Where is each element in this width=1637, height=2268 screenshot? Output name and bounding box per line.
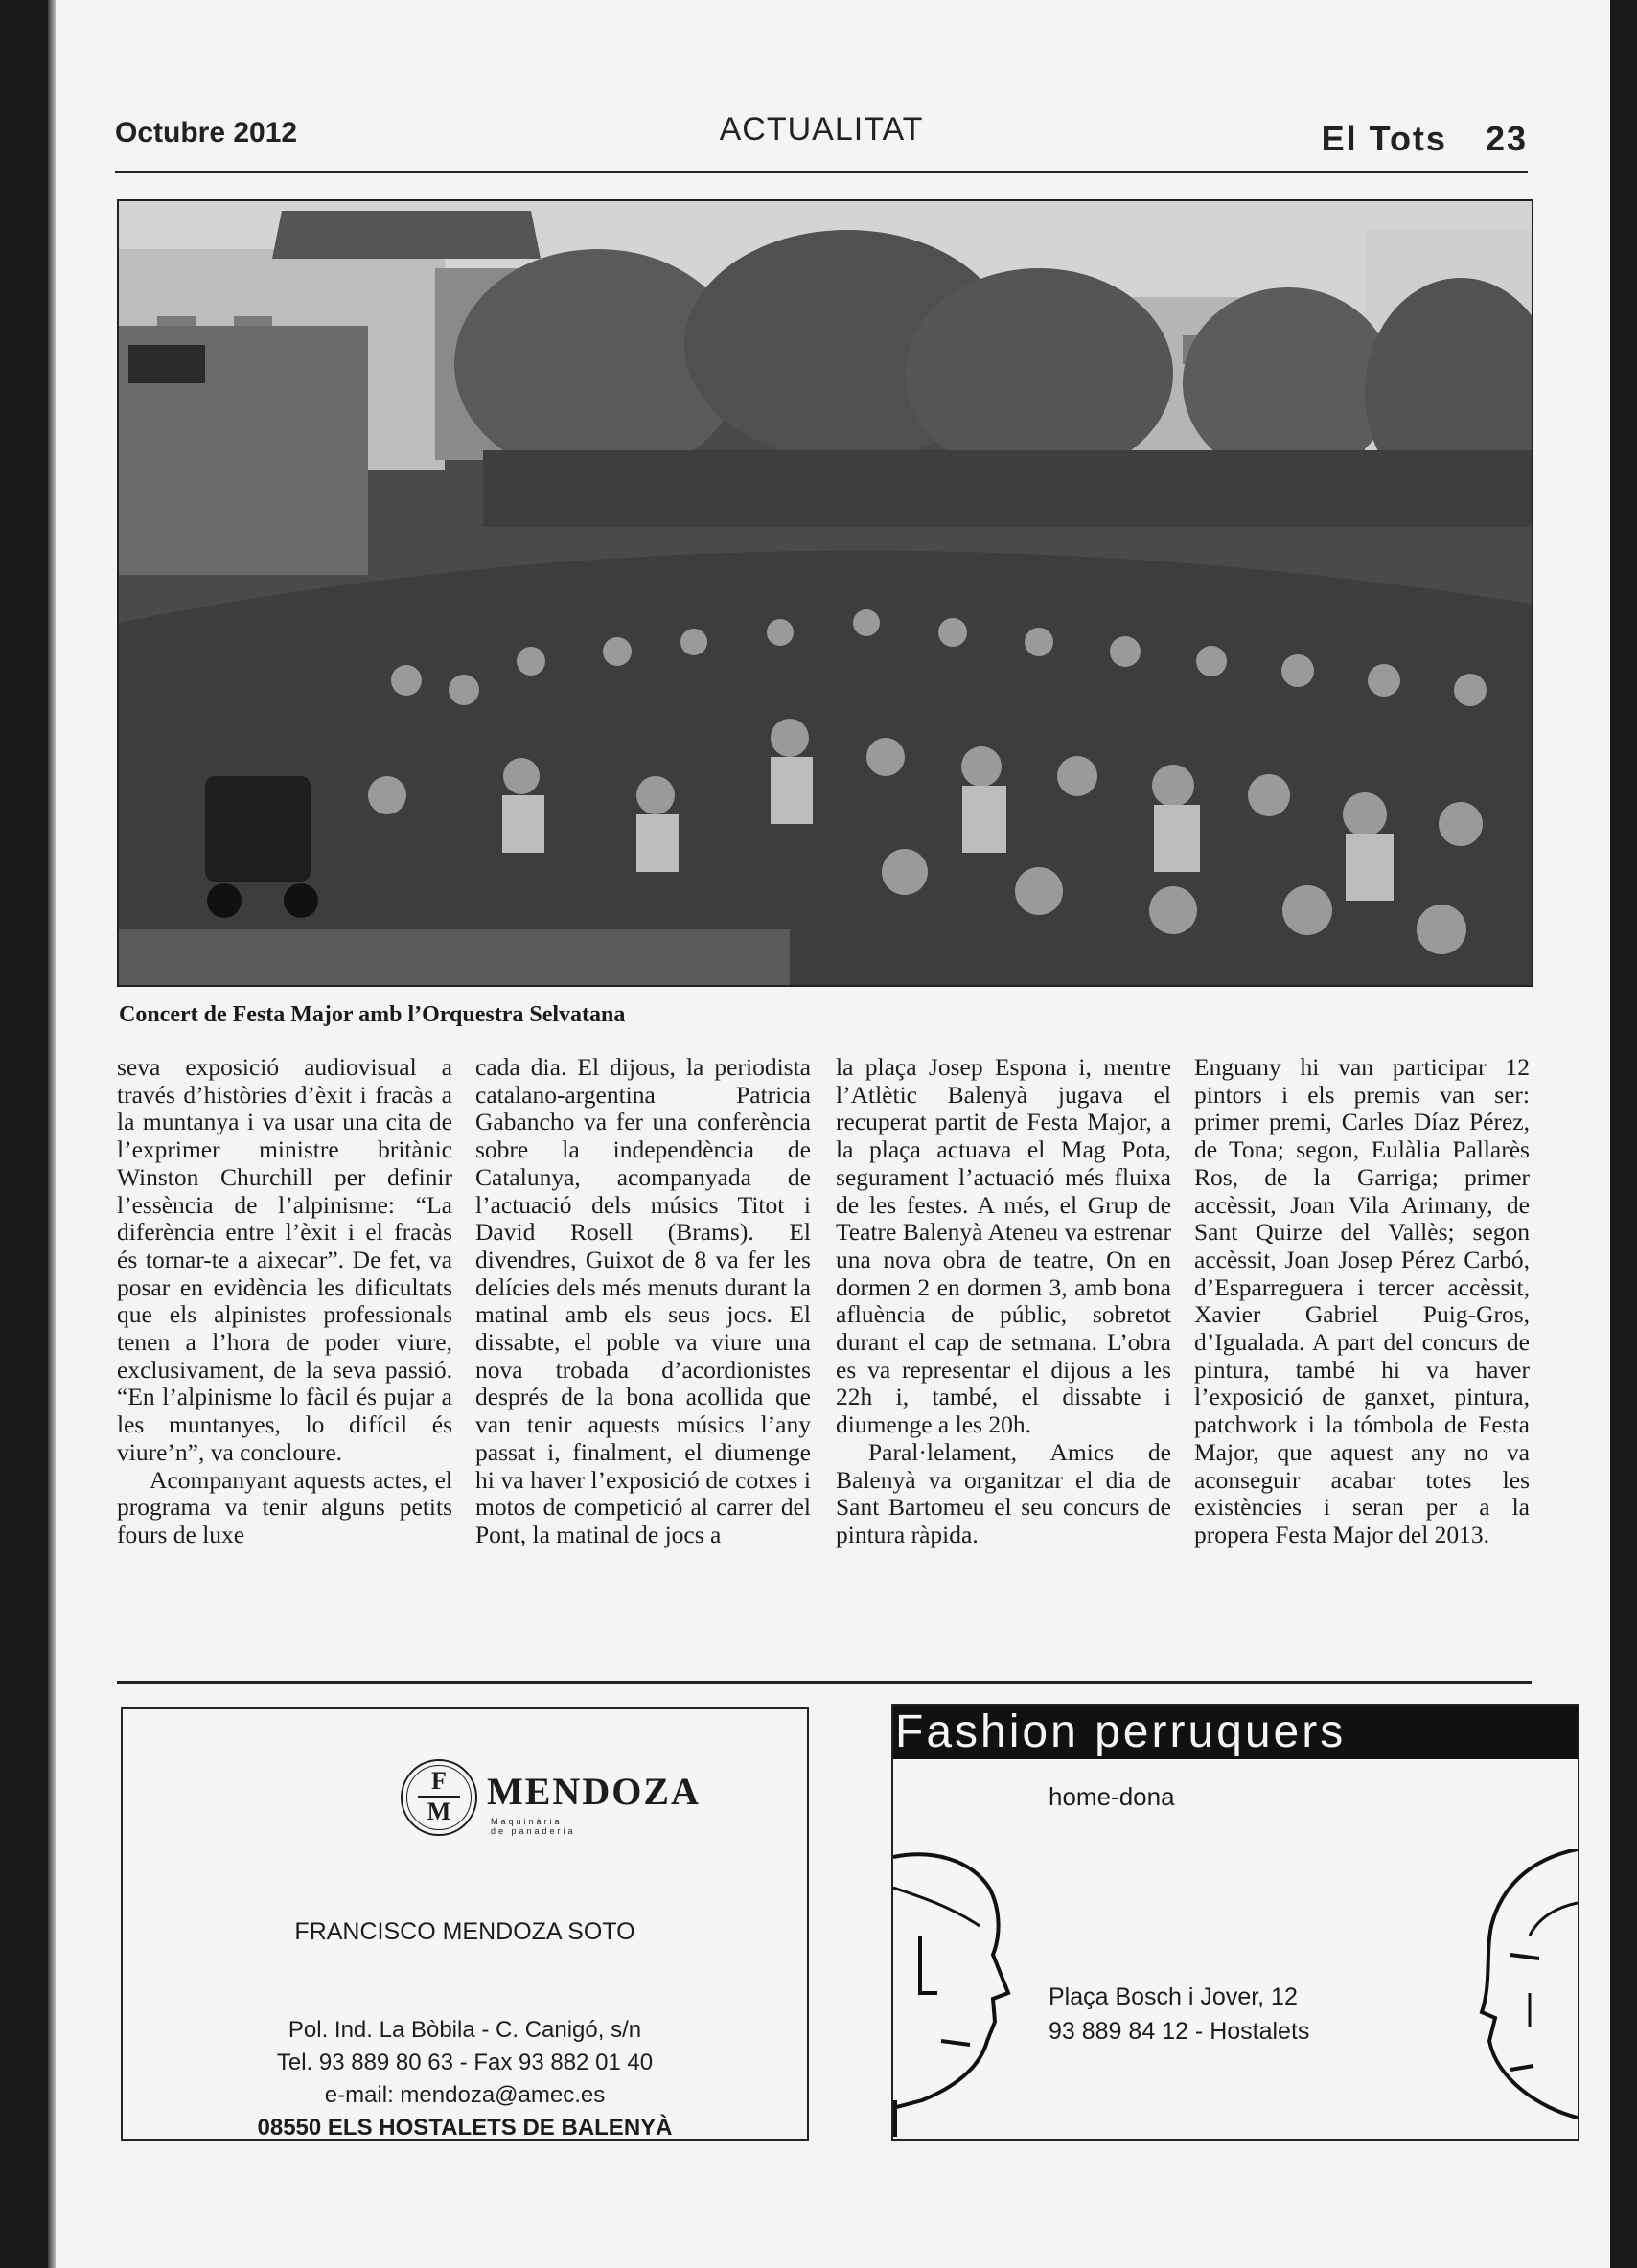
salon-address: Plaça Bosch i Jover, 12 <box>1049 1983 1298 2010</box>
paragraph: Enguany hi van participar 12 pintors i els premis van ser: primer premi, Carles Díaz Pérez, de Tona; segon, Eulàlia Pallarès Ros, de la Garriga; primer accèssit, Joan Vila Arimany, de Sant Quirze del Vallès; segon accèssit, Joan Josep Pérez Carbó, d’Esparreguera i tercer accèssit, Xavier Gabriel Puig-Gros, d’Igualada. A part del concurs de pintura, també hi va haver l’exposició de ganxet, pintura, patchwork i la tómbola de Festa Major, que aquest any no va aconseguir acabar totes les existències i seran per a la propera Festa Major del 2013. <box>1194 1053 1530 1548</box>
company-name: MENDOZA <box>487 1770 701 1813</box>
salon-contact <box>1049 1980 1309 2049</box>
concert-photo <box>117 199 1533 987</box>
page-number: 23 <box>1485 119 1528 158</box>
concert-photo-illustration <box>119 201 1532 985</box>
logo-letter-top: F <box>431 1767 447 1795</box>
article-column-2 <box>475 1054 811 1549</box>
page-spine-shadow <box>48 0 56 2268</box>
publication-name: El Tots <box>1321 119 1447 158</box>
city: 08550 ELS HOSTALETS DE BALENYÀ <box>257 2115 673 2141</box>
mendoza-advertisement <box>121 1707 809 2141</box>
header-publication <box>1322 119 1528 159</box>
contact-block <box>123 2014 807 2144</box>
header-date: Octubre 2012 <box>115 117 298 149</box>
paragraph: Acompanyant aquests actes, el programa va tenir alguns petits fours de luxe <box>117 1465 452 1548</box>
paragraph: cada dia. El dijous, la periodista catalano-argentina Patricia Gabancho va fer una conferència sobre la independència de Catalunya, acompanyada de l’actuació dels músics Titot i David Rosell (Brams). El divendres, Guixot de 8 va fer les delícies dels més menuts durant la matinal amb els seus jocs. El dissabte, el poble va viure una nova trobada d’acordionistes després de la bona acollida que van tenir aquests músics l’any passat i, finalment, el diumenge hi va haver l’exposició de cotxes i motos de competició al carrer del Pont, la matinal de jocs a <box>475 1053 811 1548</box>
mendoza-logo-icon <box>401 1759 477 1836</box>
article-body <box>117 1054 1532 1638</box>
face-illustration-right-icon <box>1472 1849 1578 2137</box>
logo-letter-bottom: M <box>427 1798 451 1825</box>
face-illustration-left-icon <box>893 1849 1027 2137</box>
header-section: ACTUALITAT <box>719 111 924 148</box>
company-tagline: Maquinària de panaderia <box>491 1817 576 1836</box>
address: Pol. Ind. La Bòbila - C. Canigó, s/n <box>288 2017 642 2043</box>
salon-name: Fashion perruquers <box>893 1706 1579 1759</box>
email: e-mail: mendoza@amec.es <box>324 2082 606 2108</box>
article-column-3 <box>836 1054 1171 1549</box>
article-column-1 <box>117 1054 452 1549</box>
photo-caption: Concert de Festa Major amb l’Orquestra Selvatana <box>119 1002 626 1027</box>
paragraph: Paral·lelament, Amics de Balenyà va organitzar el dia de Sant Bartomeu el seu concurs de pintura ràpida. <box>836 1437 1171 1548</box>
paragraph: seva exposició audiovisual a través d’històries d’èxit i fracàs a la muntanya i va usar una cita de l’exprimer ministre britànic Winston Churchill per definir l’essència de l’alpinisme: “La diferència entre l’èxit i el fracàs és tornar-te a aixecar”. De fet, va posar en evidència les dificultats que els alpinistes professionals tenen a l’hora de poder viure, exclusivament, de la seva passió. “En l’alpinisme lo fàcil és pujar a les muntanyes, lo difícil és viure’n”, va concloure. <box>117 1053 452 1466</box>
article-column-4 <box>1194 1054 1530 1549</box>
paragraph: la plaça Josep Espona i, mentre l’Atlètic Balenyà jugava el recuperat partit de Festa Major, a la plaça actuava el Mag Pota, segurament l’actuació més fluixa de les festes. A més, el Grup de Teatre Balenyà Ateneu va estrenar una nova obra de teatre, On en dormen 2 en dormen 3, amb bona afluència de públic, sobretot durant el cap de setmana. L’obra es va representar el dijous a les 22h i, també, el dissabte i diumenge a les 20h. <box>836 1053 1171 1439</box>
fashion-advertisement <box>891 1704 1579 2141</box>
page-header <box>115 107 1528 173</box>
salon-phone: 93 889 84 12 - Hostalets <box>1049 2018 1310 2045</box>
section-divider <box>117 1681 1532 1684</box>
phone-fax: Tel. 93 889 80 63 - Fax 93 882 01 40 <box>276 2050 654 2075</box>
owner-name: FRANCISCO MENDOZA SOTO <box>294 1918 635 1945</box>
salon-subtitle: home-dona <box>1049 1782 1175 1811</box>
magazine-page <box>48 0 1610 2268</box>
